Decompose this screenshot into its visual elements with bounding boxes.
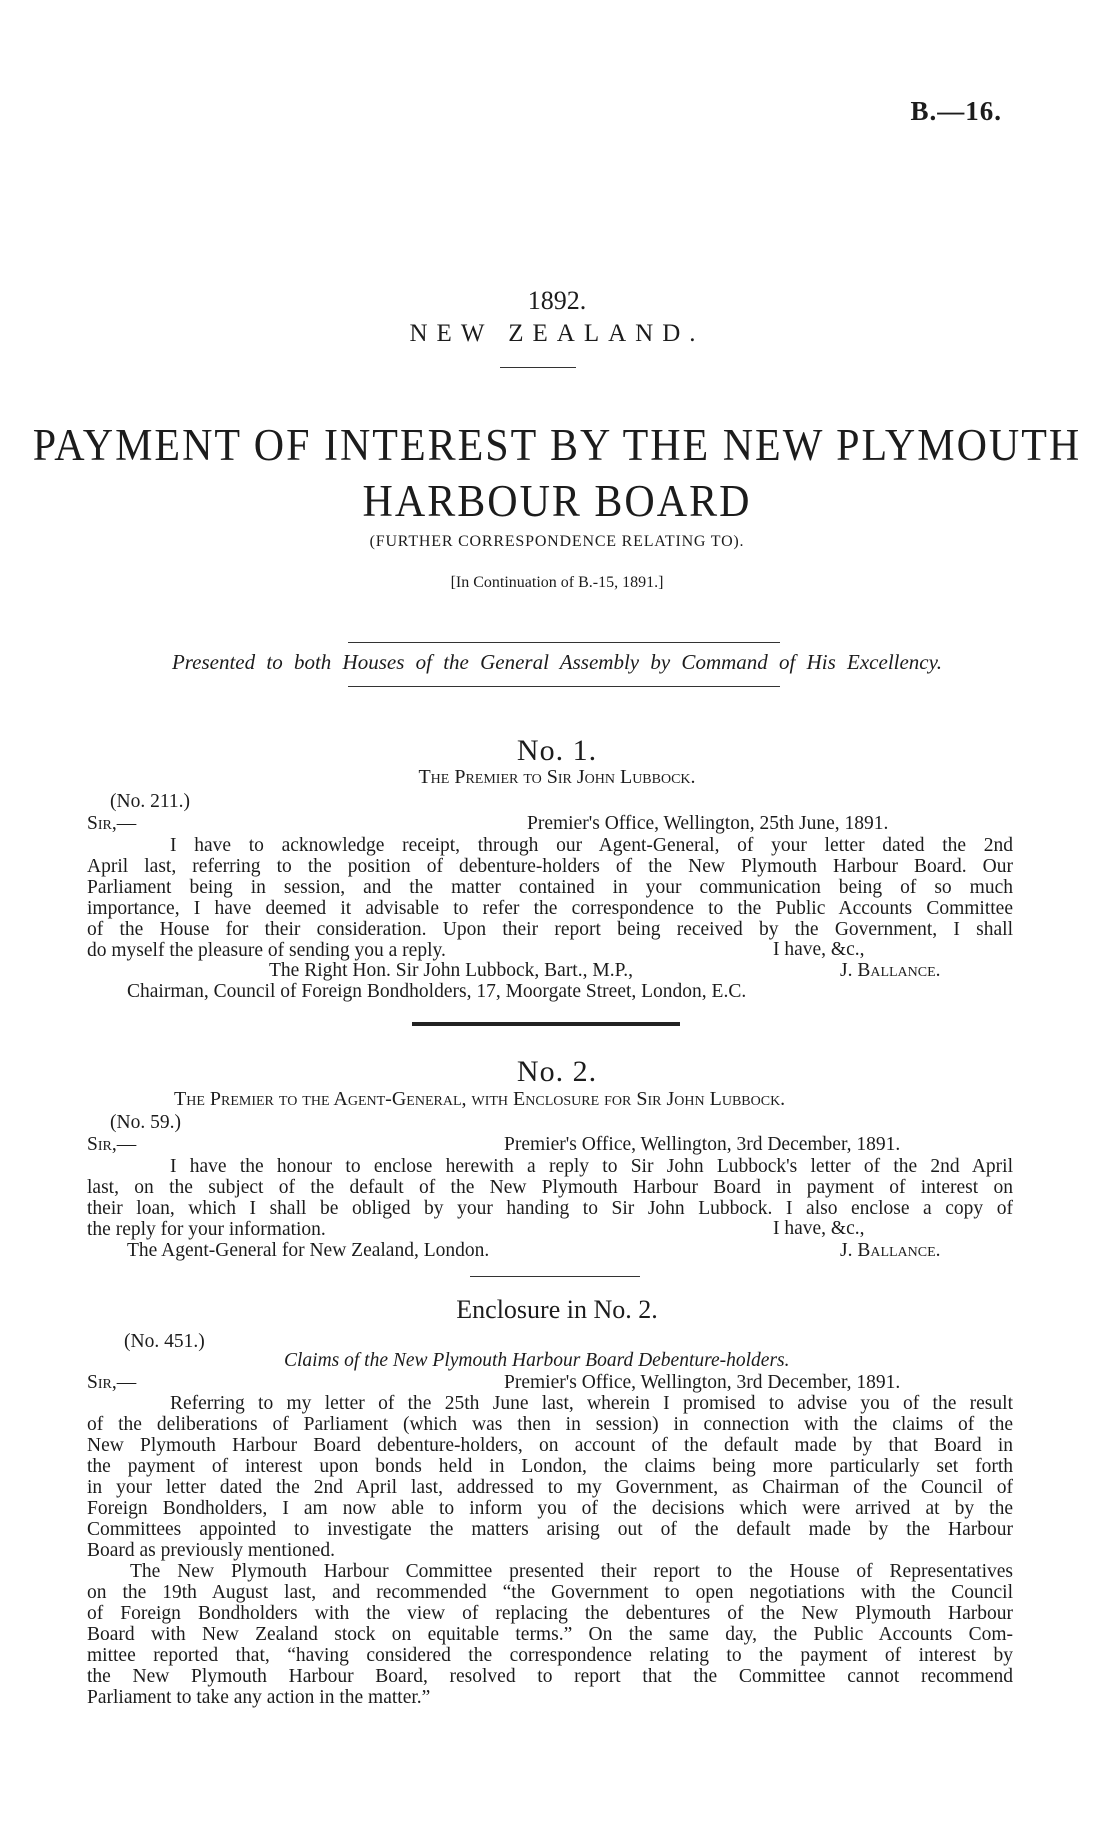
divider (500, 367, 576, 368)
enclosure-para-2-line: of Foreign Bondholders with the view of replacing the debentures of the New Plymouth Harbour (87, 1603, 1013, 1624)
letter-2-heading: No. 2. (516, 1055, 598, 1088)
letter-1-from-to-text: The Premier to Sir John Lubbock. (418, 766, 696, 788)
letter-1-heading: No. 1. (516, 734, 598, 767)
divider (348, 686, 780, 687)
letter-1-place-date: Premier's Office, Wellington, 25th June, 1891. (527, 813, 889, 834)
letter-2-from-to-text: The Premier to the Agent-General, with Enclosure for Sir John Lubbock. (174, 1088, 786, 1110)
letter-2-body-line: their loan, which I shall be obliged by your handing to Sir John Lubbock. I also enclose a copy of (87, 1198, 1013, 1219)
letter-2-place-date: Premier's Office, Wellington, 3rd December, 1891. (504, 1134, 901, 1155)
letter-1-body-line: of the House for their consideration. Upon their report being received by the Government, I shall (87, 919, 1013, 940)
section-divider (412, 1022, 680, 1026)
letter-2-number: (No. 59.) (110, 1112, 181, 1133)
document-reference: B.—16. (910, 96, 1002, 126)
letter-1-body-line: Parliament being in session, and the matter contained in your communication being of so much (87, 877, 1013, 898)
enclosure-para-2-line: the New Plymouth Harbour Board, resolved to report that the Committee cannot recommend (87, 1666, 1013, 1687)
letter-1-body-line: April last, referring to the position of debenture-holders of the New Plymouth Harbour Board. Our (87, 856, 1013, 877)
document-title-line-1: PAYMENT OF INTEREST BY THE NEW PLYMOUTH (32, 421, 1082, 471)
enclosure-para-1-line: Foreign Bondholders, I am now able to inform you of the decisions which were arrived at by the (87, 1498, 1013, 1519)
presented-line: Presented to both Houses of the General Assembly by Command of His Excellency. (171, 650, 943, 674)
letter-2-salutation: Sir,— (87, 1134, 137, 1155)
letter-1-addressee-detail: Chairman, Council of Foreign Bondholders, 17, Moorgate Street, London, E.C. (127, 981, 747, 1002)
enclosure-para-1-line: Referring to my letter of the 25th June last, wherein I promised to advise you of the result (170, 1393, 1013, 1414)
letter-1-addressee: The Right Hon. Sir John Lubbock, Bart., M.P., (269, 960, 633, 981)
letter-2-from-to (174, 1088, 785, 1110)
letter-1-number: (No. 211.) (110, 791, 190, 812)
enclosure-para-1-line: Committees appointed to investigate the matters arising out of the default made by the Harbour (87, 1519, 1013, 1540)
letter-2-body-line: I have the honour to enclose herewith a reply to Sir John Lubbock's letter of the 2nd April (170, 1156, 1013, 1177)
letter-1-signature: J. Ballance. (840, 960, 941, 981)
enclosure-number: (No. 451.) (124, 1331, 205, 1352)
enclosure-para-2-line: on the 19th August last, and recommended “the Government to open negotiations with the Council (87, 1582, 1013, 1603)
document-title-line-2: HARBOUR BOARD (362, 477, 752, 527)
enclosure-para-1-line: of the deliberations of Parliament (which was then in session) in connection with the claims of the (87, 1414, 1013, 1435)
enclosure-para-2-line: The New Plymouth Harbour Committee presented their report to the House of Representatives (130, 1561, 1013, 1582)
enclosure-para-1-line: New Plymouth Harbour Board debenture-holders, on account of the default made by that Board in (87, 1435, 1013, 1456)
letter-1-closing: I have, &c., (773, 939, 865, 960)
divider (470, 1276, 640, 1277)
document-year: 1892. (527, 286, 587, 315)
enclosure-heading: Enclosure in No. 2. (456, 1295, 658, 1324)
letter-1-body-line: I have to acknowledge receipt, through our Agent-General, of your letter dated the 2nd (170, 835, 1013, 856)
letter-2-body-line: the reply for your information. (87, 1219, 326, 1240)
enclosure-para-2-line: Parliament to take any action in the matter.” (87, 1687, 431, 1708)
enclosure-para-2-line: mittee reported that, “having considered the correspondence relating to the payment of interest by (87, 1645, 1013, 1666)
continuation-note: [In Continuation of B.-15, 1891.] (450, 574, 664, 591)
enclosure-place-date: Premier's Office, Wellington, 3rd December, 1891. (504, 1372, 901, 1393)
letter-1-body-line: do myself the pleasure of sending you a reply. (87, 940, 446, 961)
letter-1-from-to (0, 766, 1114, 789)
letter-2-signature: J. Ballance. (840, 1240, 941, 1261)
letter-1-body-line: importance, I have deemed it advisable to refer the correspondence to the Public Accounts Committee (87, 898, 1013, 919)
letter-1-salutation: Sir,— (87, 813, 137, 834)
document-subtitle: (FURTHER CORRESPONDENCE RELATING TO). (369, 533, 745, 550)
enclosure-para-2-line: Board with New Zealand stock on equitable terms.” On the same day, the Public Accounts Com- (87, 1624, 1013, 1645)
country-heading: NEW ZEALAND. (409, 320, 705, 347)
enclosure-subject: Claims of the New Plymouth Harbour Board Debenture-holders. (284, 1350, 790, 1371)
enclosure-salutation: Sir,— (87, 1372, 137, 1393)
letter-2-closing: I have, &c., (773, 1218, 865, 1239)
letter-2-addressee: The Agent-General for New Zealand, London. (127, 1240, 490, 1261)
enclosure-para-1-line: Board as previously mentioned. (87, 1540, 336, 1561)
enclosure-para-1-line: the payment of interest upon bonds held in London, the claims being more particularly set forth (87, 1456, 1013, 1477)
enclosure-para-1-line: in your letter dated the 2nd April last, addressed to my Government, as Chairman of the Council of (87, 1477, 1013, 1498)
divider (348, 642, 780, 643)
letter-2-body-line: last, on the subject of the default of the New Plymouth Harbour Board in payment of interest on (87, 1177, 1013, 1198)
